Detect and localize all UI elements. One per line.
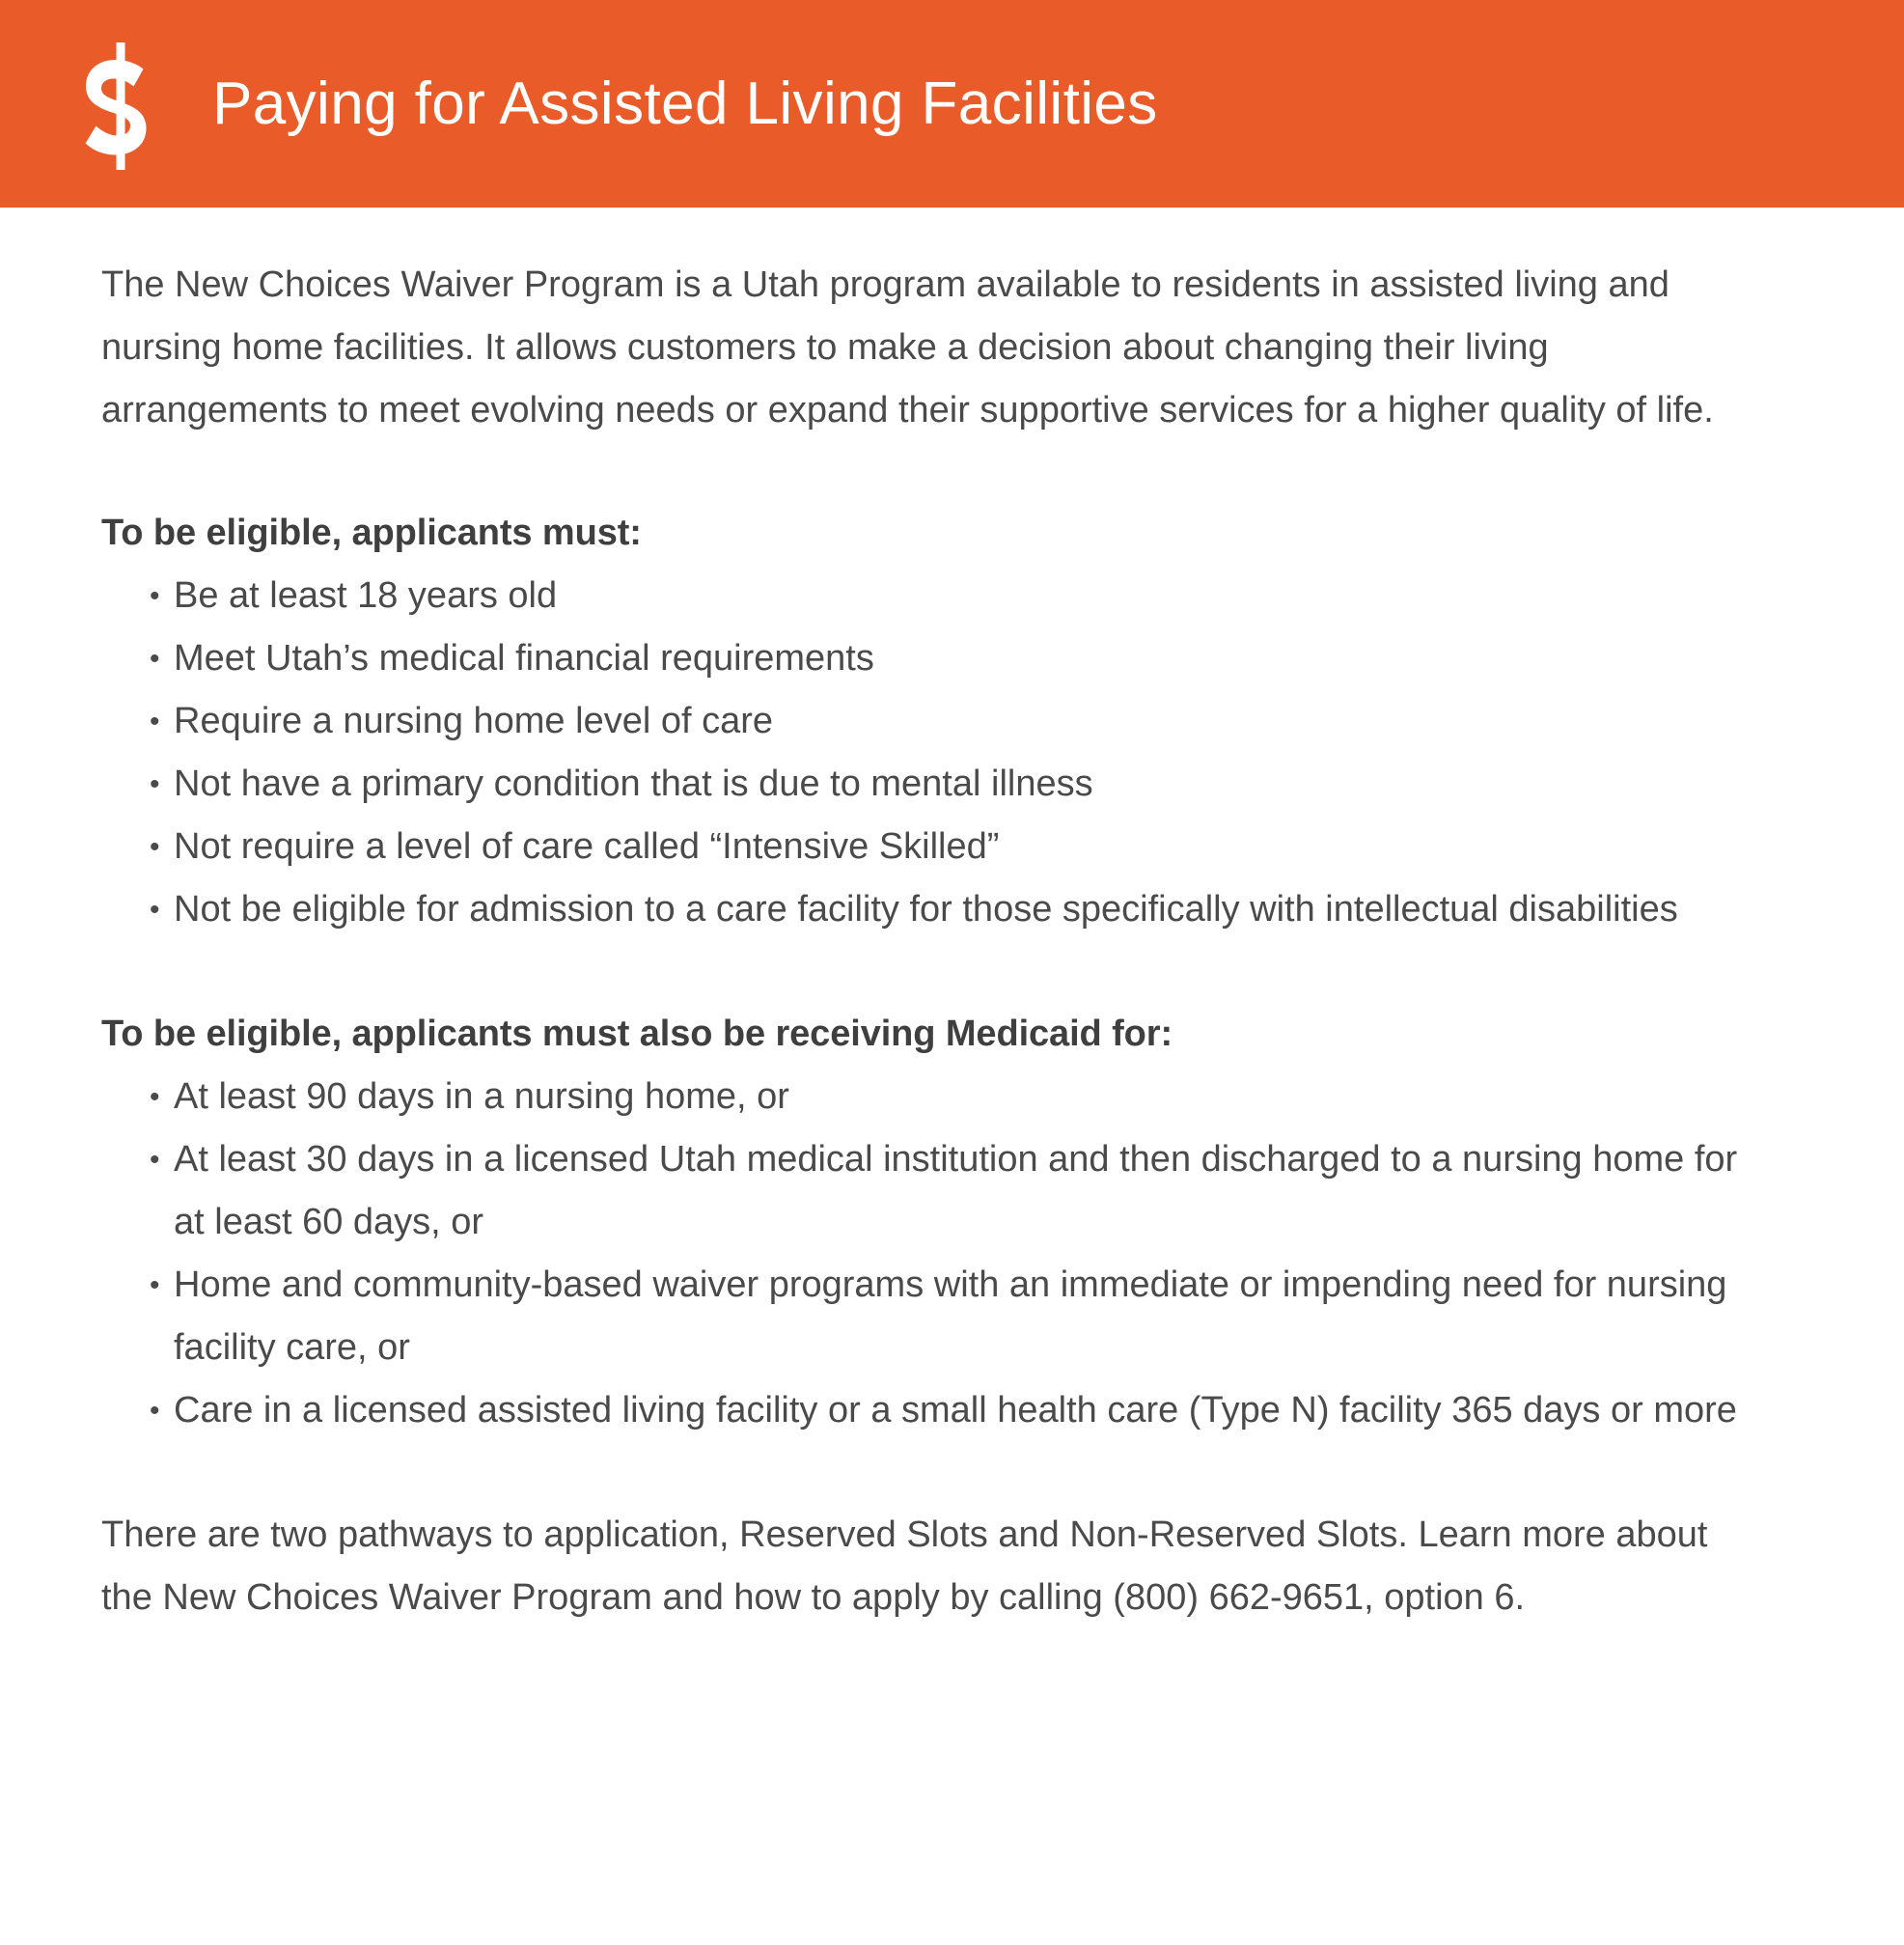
- list-item-label: Not require a level of care called “Intensive Skilled”: [174, 826, 1000, 867]
- list-item: [101, 816, 1769, 878]
- bullet-icon: •: [150, 768, 160, 800]
- list-item: [101, 565, 1769, 627]
- header-content: [85, 0, 1158, 208]
- bullet-icon: •: [150, 706, 160, 737]
- list-item: [101, 1379, 1769, 1442]
- medicaid-list: [101, 1066, 1769, 1442]
- list-item: [101, 627, 1769, 690]
- list-item: [101, 1254, 1769, 1379]
- bullet-icon: •: [150, 1269, 160, 1301]
- bullet-icon: •: [150, 1395, 160, 1427]
- list-item-label: Not be eligible for admission to a care facility for those specifically with intellectual disabilities: [174, 889, 1678, 930]
- list-item-label: Be at least 18 years old: [174, 575, 558, 616]
- eligibility-list: [101, 565, 1769, 941]
- list-item: [101, 1066, 1769, 1128]
- intro-paragraph: The New Choices Waiver Program is a Utah program available to residents in assisted living and nursing home facilities. It allows customers to make a decision about changing their living arrangements to meet evolving needs or expand their supportive services for a higher quality of life.: [101, 264, 1714, 431]
- spacer: [101, 442, 1769, 502]
- list-item-label: Care in a licensed assisted living facility or a small health care (Type N) facility 365 days or more: [174, 1390, 1737, 1431]
- list-item: [101, 878, 1769, 941]
- list-item: [101, 1128, 1769, 1254]
- eligibility-heading: To be eligible, applicants must:: [101, 513, 642, 553]
- list-item: [101, 690, 1769, 753]
- medicaid-heading: To be eligible, applicants must also be receiving Medicaid for:: [101, 1014, 1173, 1054]
- bullet-icon: •: [150, 643, 160, 675]
- closing-paragraph: There are two pathways to application, Reserved Slots and Non-Reserved Slots. Learn more about the New Choices Waiver Program and how to apply by calling (800) 662-9651, option 6.: [101, 1514, 1708, 1618]
- bullet-icon: •: [150, 894, 160, 926]
- list-item-label: Not have a primary condition that is due to mental illness: [174, 764, 1093, 804]
- bullet-icon: •: [150, 1144, 160, 1176]
- list-item-label: Home and community-based waiver programs with an immediate or impending need for nursing facility care, or: [174, 1264, 1727, 1368]
- bullet-icon: •: [150, 831, 160, 863]
- dollar-sign-icon: [85, 42, 156, 170]
- list-item-label: Require a nursing home level of care: [174, 701, 774, 741]
- page-title: Paying for Assisted Living Facilities: [212, 69, 1158, 137]
- page-content: [0, 208, 1904, 1629]
- bullet-icon: •: [150, 1081, 160, 1113]
- list-item-label: At least 30 days in a licensed Utah medical institution and then discharged to a nursing home for at least 60 days, or: [174, 1139, 1738, 1242]
- spacer: [101, 1442, 1769, 1504]
- spacer: [101, 941, 1769, 1003]
- list-item-label: Meet Utah’s medical financial requirements: [174, 638, 874, 679]
- page-header: [0, 0, 1904, 208]
- list-item-label: At least 90 days in a nursing home, or: [174, 1076, 789, 1117]
- list-item: [101, 753, 1769, 816]
- bullet-icon: •: [150, 580, 160, 612]
